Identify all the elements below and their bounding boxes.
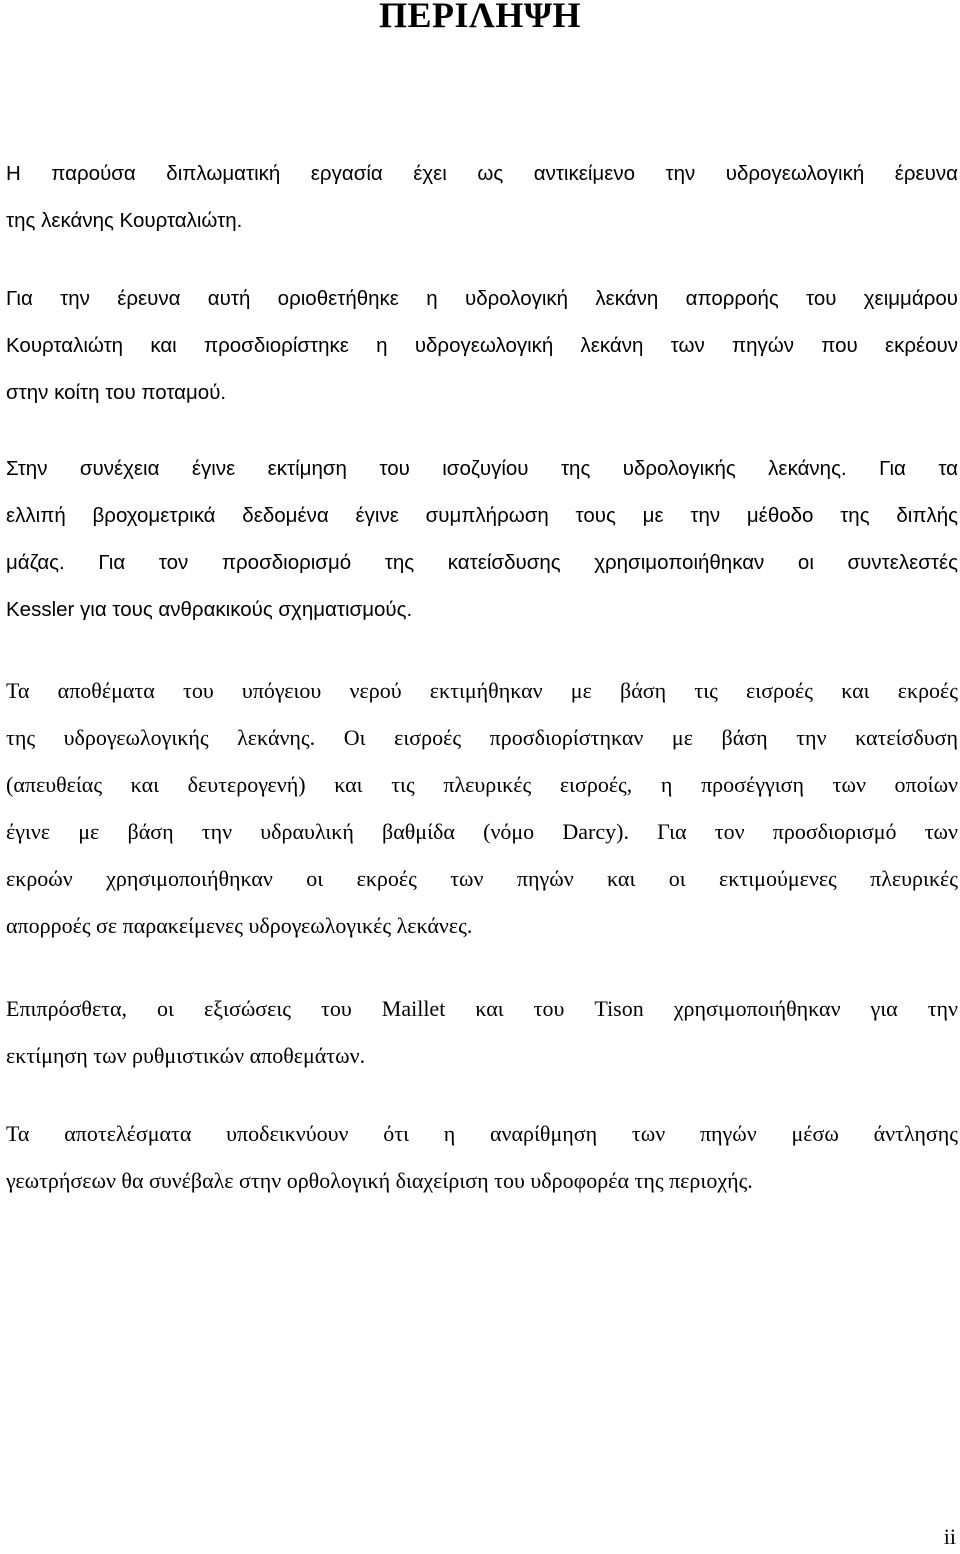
- text-line: της λεκάνης Κουρταλιώτη.: [6, 209, 243, 232]
- text-line: της υδρογεωλογικής λεκάνης. Οι εισροές προσδιορίστηκαν με βάση την κατείσδυση: [6, 725, 958, 750]
- text-line: Για την έρευνα αυτή οριοθετήθηκε η υδρολογική λεκάνη απορροής του χειμμάρου: [6, 287, 958, 310]
- text-line: στην κοίτη του ποταμού.: [6, 381, 227, 404]
- text-line: εκροών χρησιμοποιήθηκαν οι εκροές των πηγών και οι εκτιμούμενες πλευρικές: [6, 866, 958, 891]
- paragraph-results: [6, 1110, 958, 1204]
- paragraph-water-balance: [6, 445, 958, 633]
- page-number: ii: [943, 1524, 956, 1549]
- text-line: μάζας. Για τον προσδιορισμό της κατείσδυσης χρησιμοποιήθηκαν οι συντελεστές: [6, 551, 958, 574]
- paragraph-introduction: [6, 150, 958, 244]
- text-line: Κουρταλιώτη και προσδιορίστηκε η υδρογεωλογική λεκάνη των πηγών που εκρέουν: [6, 334, 958, 357]
- text-line: έγινε με βάση την υδραυλική βαθμίδα (νόμο Darcy). Για τον προσδιορισμό των: [6, 819, 958, 844]
- paragraph-groundwater-reserves: [6, 667, 958, 949]
- page-title: ΠΕΡΙΛΗΨΗ: [379, 0, 581, 35]
- text-line: Τα αποθέματα του υπόγειου νερού εκτιμήθηκαν με βάση τις εισροές και εκροές: [6, 678, 958, 703]
- text-line: ελλιπή βροχομετρικά δεδομένα έγινε συμπλήρωση τους με την μέθοδο της διπλής: [6, 504, 958, 527]
- text-line: Στην συνέχεια έγινε εκτίμηση του ισοζυγίου της υδρολογικής λεκάνης. Για τα: [6, 457, 958, 480]
- text-line: απορροές σε παρακείμενες υδρογεωλογικές λεκάνες.: [6, 913, 473, 938]
- text-line: γεωτρήσεων θα συνέβαλε στην ορθολογική διαχείριση του υδροφορέα της περιοχής.: [6, 1168, 753, 1193]
- text-line: Τα αποτελέσματα υποδεικνύουν ότι η αναρίθμηση των πηγών μέσω άντλησης: [6, 1121, 958, 1146]
- text-line: Επιπρόσθετα, οι εξισώσεις του Maillet και του Tison χρησιμοποιήθηκαν για την: [6, 996, 958, 1021]
- text-line: Η παρούσα διπλωματική εργασία έχει ως αντικείμενο την υδρογεωλογική έρευνα: [6, 162, 958, 185]
- text-line: Kessler για τους ανθρακικούς σχηματισμούς.: [6, 598, 413, 621]
- paragraph-equations: [6, 985, 958, 1079]
- text-line: (απευθείας και δευτερογενή) και τις πλευρικές εισροές, η προσέγγιση των οποίων: [6, 772, 958, 797]
- text-line: εκτίμηση των ρυθμιστικών αποθεμάτων.: [6, 1043, 366, 1068]
- paragraph-study-area: [6, 275, 958, 416]
